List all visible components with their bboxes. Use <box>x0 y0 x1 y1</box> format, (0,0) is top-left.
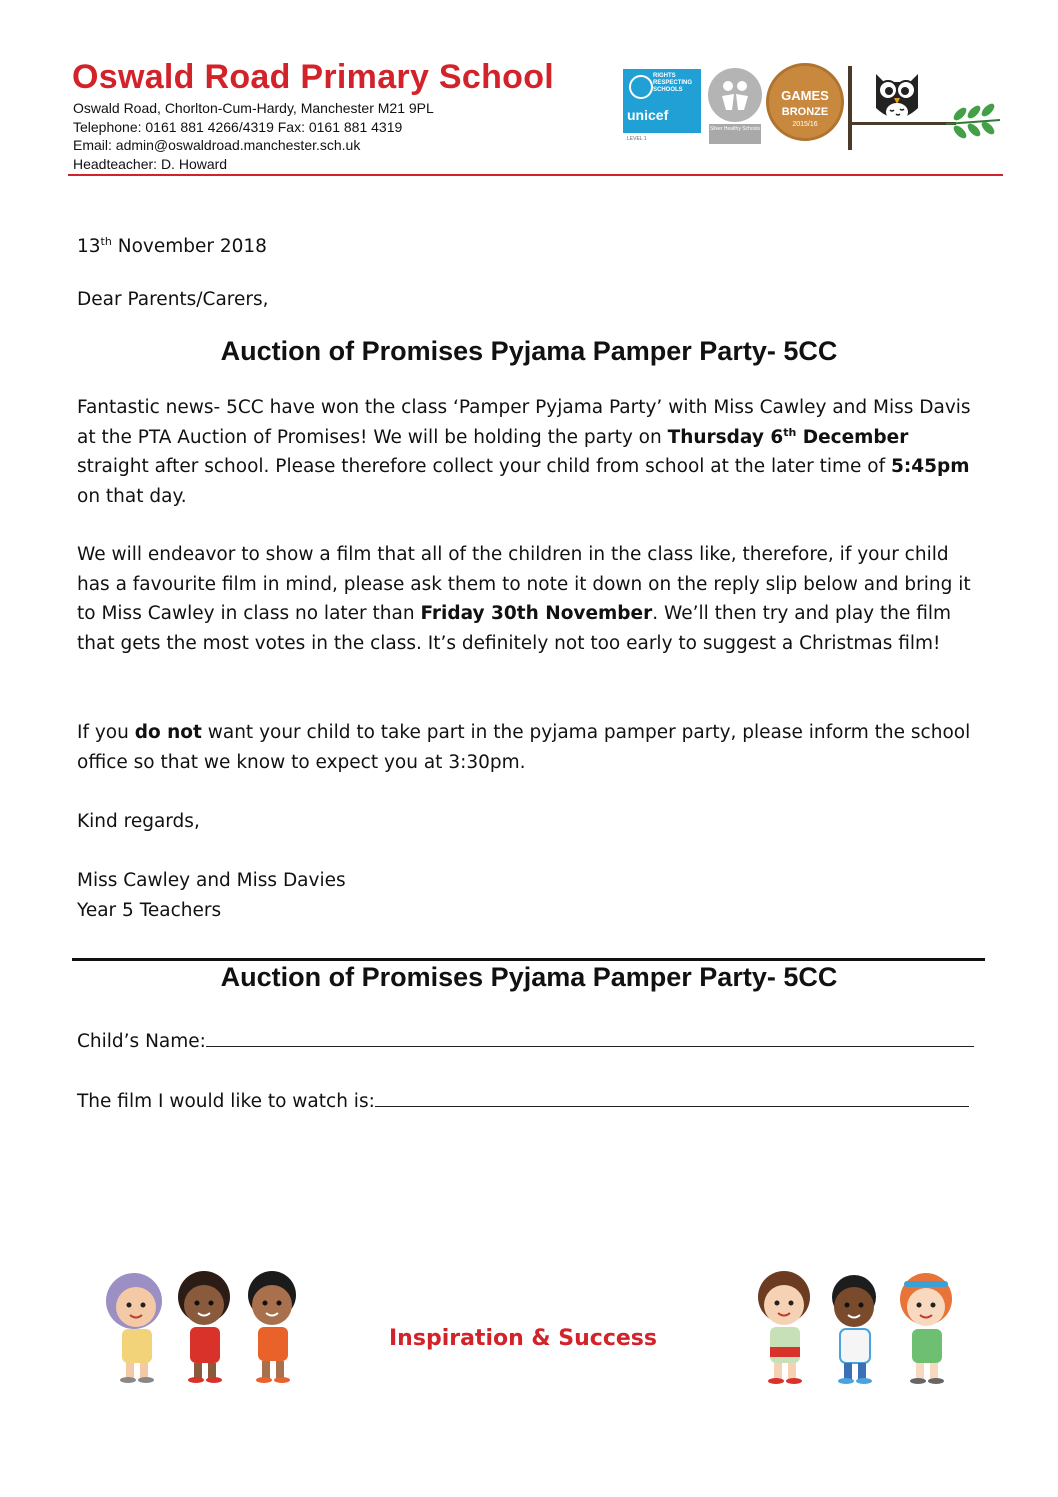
p1-text-2: straight after school. Please therefore collect your child from school at the later time of <box>77 456 892 478</box>
paragraph-opt-out <box>77 718 977 777</box>
headteacher: Headteacher: D. Howard <box>73 155 228 172</box>
school-games-bronze-logo <box>766 63 844 141</box>
party-month: December <box>796 426 909 448</box>
healthy-schools-label: Silver Healthy Schools <box>709 124 761 144</box>
bronze-logo-text: BRONZE <box>781 106 829 118</box>
child-name-line[interactable] <box>206 1032 974 1047</box>
do-not-emphasis: do not <box>134 722 202 743</box>
letter-closing: Kind regards, <box>77 811 200 832</box>
school-name: Oswald Road Primary School <box>72 58 555 96</box>
letter-heading: Auction of Promises Pyjama Pamper Party- 5CC <box>220 336 838 366</box>
date-day: 13 <box>77 236 101 257</box>
school-address: Oswald Road, Chorlton-Cum-Hardy, Manchester M21 9PL <box>73 100 434 116</box>
branch-post <box>848 66 852 150</box>
p1-text-3: on that day. <box>77 486 187 508</box>
p2-text: We will endeavor to show a film that all of the children in the class like, therefore, if your child has a favourite film in mind, please ask them to note it down on the reply slip below and bring it to Miss Cawley in class no later than <box>77 544 971 625</box>
reply-deadline: Friday 30th November <box>420 603 653 625</box>
party-day: Thursday 6 <box>667 426 784 448</box>
film-choice-line[interactable] <box>375 1092 969 1107</box>
letter-greeting: Dear Parents/Carers, <box>77 289 269 310</box>
rrs-level-text: LEVEL 1 <box>627 136 647 142</box>
globe-icon <box>629 75 653 99</box>
date-suffix: th <box>100 235 112 248</box>
p3-text: If you <box>77 722 135 743</box>
p2-text-2: . We’ll then try and play the film that gets the most votes in the class. It’s definitely not too early to suggest a Christmas film! <box>77 603 952 655</box>
leaves-icon <box>944 100 1004 140</box>
school-contact-block <box>73 99 434 173</box>
reply-slip-heading: Auction of Promises Pyjama Pamper Party- 5CC <box>220 962 838 992</box>
party-day-suffix: th <box>783 425 797 439</box>
p1-text: Fantastic news- 5CC have won the class ‘Pamper Pyjama Party’ with Miss Cawley and Miss Davis at the PTA Auction of Promises! We will be holding the party on <box>77 397 971 448</box>
owl-icon <box>868 68 926 128</box>
party-date <box>668 427 909 448</box>
healthy-schools-logo <box>708 68 762 122</box>
child-name-field[interactable] <box>77 1031 974 1052</box>
children-illustration-left <box>96 1267 311 1385</box>
school-email: Email: admin@oswaldroad.manchester.sch.uk <box>73 137 361 153</box>
rrs-logo-text: RIGHTS RESPECTING SCHOOLS <box>653 73 693 93</box>
reply-slip-divider <box>72 958 985 961</box>
games-logo-text: GAMES <box>781 88 829 103</box>
school-telephone: Telephone: 0161 881 4266/4319 Fax: 0161 881 4319 <box>73 118 403 135</box>
child-name-label: Child’s Name: <box>77 1031 206 1052</box>
date-month-year: November 2018 <box>111 236 267 257</box>
children-illustration-right <box>748 1267 966 1389</box>
school-motto: Inspiration & Success <box>389 1326 657 1351</box>
signatory-role: Year 5 Teachers <box>77 899 222 921</box>
film-choice-label: The film I would like to watch is: <box>77 1091 375 1112</box>
collection-time: 5:45pm <box>891 456 970 478</box>
film-choice-field[interactable] <box>77 1091 969 1112</box>
rights-respecting-schools-logo <box>623 69 701 133</box>
signature-block <box>77 866 346 925</box>
header-divider <box>68 174 1003 176</box>
signatory-names: Miss Cawley and Miss Davies <box>77 870 346 891</box>
paragraph-film-vote <box>77 540 977 659</box>
paragraph-party-details <box>77 393 977 512</box>
p3-text-2: want your child to take part in the pyjama pamper party, please inform the school office so that we know to expect you at 3:30pm. <box>77 722 971 773</box>
games-year-text: 2015/16 <box>792 121 818 128</box>
children-figures-icon <box>708 68 762 122</box>
letter-date <box>77 232 267 262</box>
unicef-logo-text: unicef <box>627 107 669 123</box>
